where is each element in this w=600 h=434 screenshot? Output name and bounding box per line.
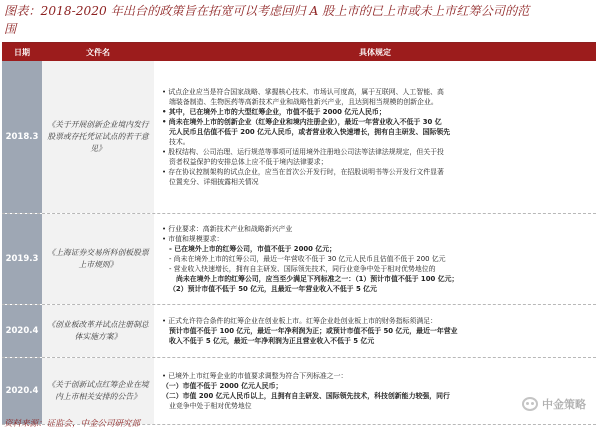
table-row (2, 358, 596, 425)
row-date: 2019.3 (2, 214, 42, 304)
row-document: 《创业板改革并试点注册制总体实施方案》 (42, 305, 154, 357)
requirement-line: 元人民币且估值不低于 200 亿元人民币，或者营业收入快速增长，拥有自主研发、国际领先 (169, 127, 451, 136)
requirement-line: （二）市值 200 亿元人民币以上，且拥有自主研发、国际领先技术，科技创新能力较强，同行 (162, 392, 450, 400)
table-row (2, 61, 596, 214)
wechat-icon (522, 397, 538, 411)
requirement-line: - 已在境外上市的红筹公司，市值不低于 2000 亿元； (169, 244, 337, 253)
table-row (2, 305, 596, 358)
row-document: 《上海证券交易所科创板股票上市规则》 (42, 214, 154, 304)
row-document: 《关于创新试点红筹企业在境内上市相关安排的公告》 (42, 358, 154, 424)
source-note: 资料来源：证监会，中金公司研究部 (4, 419, 141, 429)
policy-table (2, 42, 596, 425)
requirement-line: • 其中，已在境外上市的大型红筹企业，市值不低于 2000 亿元人民币； (162, 107, 386, 116)
watermark-text: 中金策略 (542, 398, 586, 411)
requirement-line: • 试点企业应当是符合国家战略、掌握核心技术、市场认可度高，属于互联网、人工智能、高 (162, 87, 444, 96)
watermark (522, 396, 586, 412)
requirement-line: • 行业要求：高新技术产业和战略新兴产业 (162, 224, 293, 233)
row-requirements (154, 305, 596, 357)
requirement-line: • 存在协议控制架构的试点企业，应当在首次公开发行时，在招股说明书等公开发行文件显著 (162, 168, 444, 177)
requirement-line: 尚未在境外上市的红筹公司，应当至少满足下列标准之一：（1）预计市值不低于 100 亿元； (176, 275, 459, 284)
requirement-line: 收入不低于 5 亿元，最近一年净利润为正且营业收入不低于 5 亿元 (169, 337, 375, 346)
requirement-line: • 尚未在境外上市的创新企业（红筹企业和境内注册企业），最近一年营业收入不低于 30 亿 (162, 117, 442, 126)
row-date: 2020.4 (2, 305, 42, 357)
requirement-line: 端装备制造、生物医药等高新技术产业和战略性新兴产业，且达到相当规模的创新企业。 (169, 97, 438, 106)
requirement-line: 预计市值不低于 100 亿元，最近一年净利润为正；或预计市值不低于 50 亿元，最近一年营业 (169, 326, 458, 335)
requirement-line: 位置充分、详细披露相关情况 (169, 178, 259, 187)
requirement-line: （2）预计市值不低于 50 亿元，且最近一年营业收入不低于 5 亿元 (169, 285, 377, 294)
figure-title-line1: 图表：2018-2020 年出台的政策旨在拓宽可以考虑回归 A 股上市的已上市或未上市红筹公司的范 (4, 4, 530, 18)
row-date: 2020.4 (2, 358, 42, 424)
requirement-line: - 营业收入快速增长，拥有自主研发、国际领先技术，同行业竞争中处于相对优势地位的 (169, 265, 436, 274)
header-requirements: 具体规定 (359, 47, 391, 57)
requirement-line: • 市值和规模要求： (162, 234, 224, 243)
row-requirements (154, 214, 596, 304)
row-requirements (154, 61, 596, 213)
table-row (2, 214, 596, 305)
requirement-line: • 正式允许符合条件的红筹企业在创业板上市。红筹企业赴创业板上市的财务指标须满足： (162, 316, 437, 325)
row-document: 《关于开展创新企业境内发行股票或存托凭证试点的若干意见》 (42, 61, 154, 213)
requirement-line: 业竞争中处于相对优势地位 (169, 402, 252, 411)
requirement-line: 资者权益保护的安排总体上应不低于境内法律要求； (169, 158, 328, 167)
header-date: 日期 (14, 47, 30, 57)
requirement-line: （一）市值不低于 2000 亿元人民币； (162, 381, 283, 390)
figure-title (4, 2, 596, 38)
requirement-line: 技术。 (169, 138, 190, 146)
row-requirements (154, 358, 596, 424)
requirement-line: • 股权结构、公司治理、运行规范等事项可适用境外注册地公司法等法律法规规定，但关于投 (162, 148, 444, 157)
figure-title-line2: 围 (4, 22, 17, 36)
row-date: 2018.3 (2, 61, 42, 213)
requirement-line: • 已境外上市红筹企业的市值要求调整为符合下列标准之一： (162, 371, 348, 380)
header-document: 文件名 (86, 47, 110, 57)
requirement-line: - 尚未在境外上市的红筹公司，最近一年营收不低于 30 亿元人民币且估值不低于 200 亿元 (169, 254, 446, 263)
table-header (2, 43, 596, 61)
